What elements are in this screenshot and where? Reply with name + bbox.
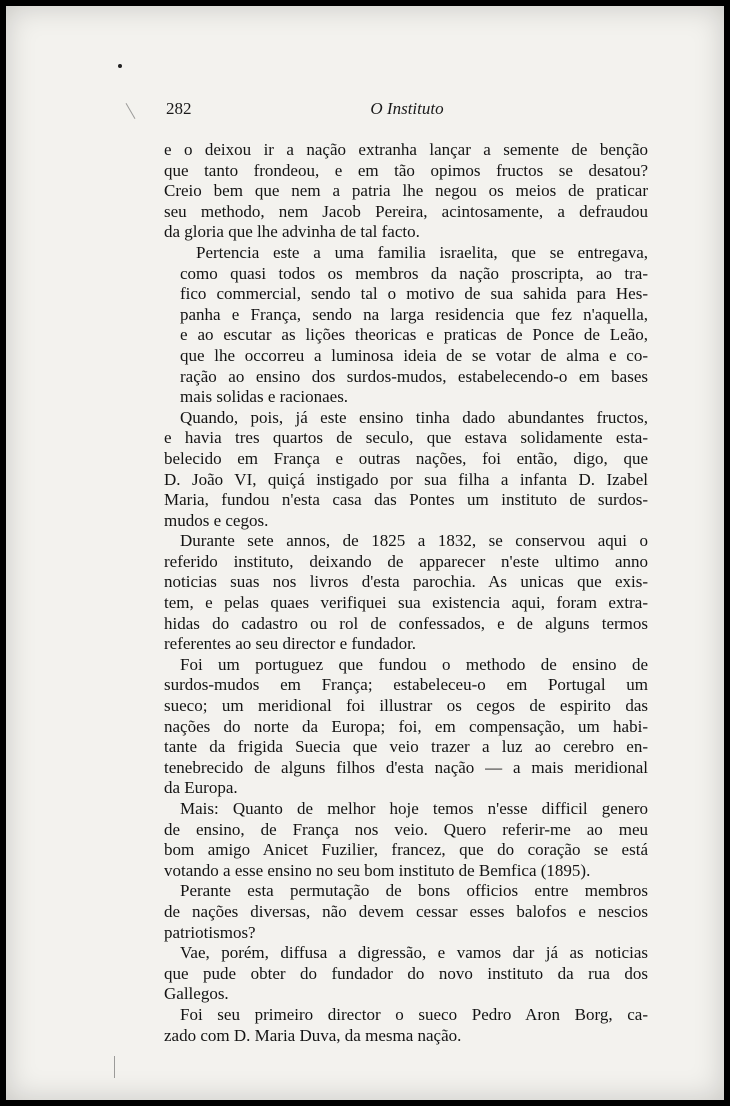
paragraph xyxy=(164,655,648,799)
text-line: e ao escutar as lições theoricas e praticas de Ponce de Leão, xyxy=(180,325,648,345)
text-line: sueco; um meridional foi illustrar os cegos de espirito das xyxy=(164,696,648,716)
pencil-mark xyxy=(126,103,136,119)
text-line: Vae, porém, diffusa a digressão, e vamos dar já as noticias xyxy=(180,943,648,963)
text-line: ração ao ensino dos surdos-mudos, estabelecendo-o em bases xyxy=(180,366,648,386)
page-number: 282 xyxy=(166,99,192,118)
text-line: da Europa. xyxy=(164,778,238,798)
ink-speck xyxy=(118,64,122,68)
text-line: Foi seu primeiro director o sueco Pedro Aron Borg, ca- xyxy=(180,1004,648,1024)
text-line: hidas do cadastro ou rol de confessados, e de alguns termos xyxy=(164,613,648,633)
text-line: referentes ao seu director e fundador. xyxy=(164,634,417,654)
text-line: noticias suas nos livros d'esta parochia. As unicas que exis- xyxy=(164,572,648,592)
text-line: zado com D. Maria Duva, da mesma nação. xyxy=(164,1025,462,1045)
text-line: D. João VI, quiçá instigado por sua filha a infanta D. Izabel xyxy=(164,469,648,489)
text-line: nações do norte da Europa; foi, em compensação, um habi- xyxy=(164,716,648,736)
text-line: e havia tres quartos de seculo, que estava solidamente esta- xyxy=(164,428,648,448)
text-line: tante da frigida Suecia que veio trazer a luz ao cerebro en- xyxy=(164,737,648,757)
text-line: Maria, fundou n'esta casa das Pontes um instituto de surdos- xyxy=(164,490,648,510)
paragraph xyxy=(164,881,648,943)
text-line: de ensino, de França nos veio. Quero referir-me ao meu xyxy=(164,819,648,839)
text-line: Creio bem que nem a patria lhe negou os meios de praticar xyxy=(164,181,648,201)
paragraph xyxy=(164,140,648,243)
text-line: Durante sete annos, de 1825 a 1832, se conservou aqui o xyxy=(180,531,648,551)
text-line: Pertencia este a uma familia israelita, que se entregava, xyxy=(196,242,648,262)
pencil-mark xyxy=(114,1056,115,1078)
paragraph xyxy=(164,408,648,532)
text-line: Mais: Quanto de melhor hoje temos n'esse difficil genero xyxy=(180,799,648,818)
paragraph xyxy=(164,943,648,1005)
text-line: tenebrecido de alguns filhos d'esta nação — a mais meridional xyxy=(164,757,648,777)
text-line: votando a esse ensino no seu bom instituto de Bemfica (1895). xyxy=(164,860,591,880)
text-line: e o deixou ir a nação extranha lançar a semente de benção xyxy=(164,140,648,159)
running-title: O Instituto xyxy=(370,99,444,118)
text-line: de nações diversas, não devem cessar esses balofos e nescios xyxy=(164,901,648,921)
text-line: que pude obter do fundador do novo instituto da rua dos xyxy=(164,963,648,983)
text-line: seu methodo, nem Jacob Pereira, acintosamente, a defraudou xyxy=(164,201,648,221)
text-line: fico commercial, sendo tal o motivo de sua sahida para Hes- xyxy=(180,284,648,304)
text-line: Quando, pois, já este ensino tinha dado abundantes fructos, xyxy=(180,407,648,427)
text-line: Gallegos. xyxy=(164,984,229,1004)
text-line: bom amigo Anicet Fuzilier, francez, que do coração se está xyxy=(164,840,648,860)
paragraph xyxy=(164,531,648,655)
text-line: belecido em França e outras nações, foi então, digo, que xyxy=(164,448,648,468)
text-line: Foi um portuguez que fundou o methodo de ensino de xyxy=(180,654,648,674)
text-line: que lhe occorreu a luminosa ideia de se votar de alma e co- xyxy=(180,345,648,365)
text-line: surdos-mudos em França; estabeleceu-o em Portugal um xyxy=(164,675,648,695)
text-line: panha e França, sendo na larga residencia que fez n'aquella, xyxy=(180,304,648,324)
text-line: da gloria que lhe advinha de tal facto. xyxy=(164,222,420,242)
paragraph xyxy=(164,799,648,881)
page-header xyxy=(166,99,648,123)
text-line: que tanto frondeou, e em tão opimos fructos se desatou? xyxy=(164,160,648,180)
text-line: patriotismos? xyxy=(164,922,256,942)
text-line: tem, e pelas quaes verifiquei sua existencia aqui, foram extra- xyxy=(164,593,648,613)
book-page xyxy=(6,6,724,1100)
text-line: referido instituto, deixando de apparecer n'este ultimo anno xyxy=(164,551,648,571)
paragraph xyxy=(164,1005,648,1046)
body-text xyxy=(164,140,648,1046)
text-line: mais solidas e racionaes. xyxy=(180,387,349,407)
text-line: mudos e cegos. xyxy=(164,510,269,530)
paragraph xyxy=(164,243,648,408)
text-line: como quasi todos os membros da nação proscripta, ao tra- xyxy=(180,263,648,283)
text-line: Perante esta permutação de bons officios entre membros xyxy=(180,881,648,901)
